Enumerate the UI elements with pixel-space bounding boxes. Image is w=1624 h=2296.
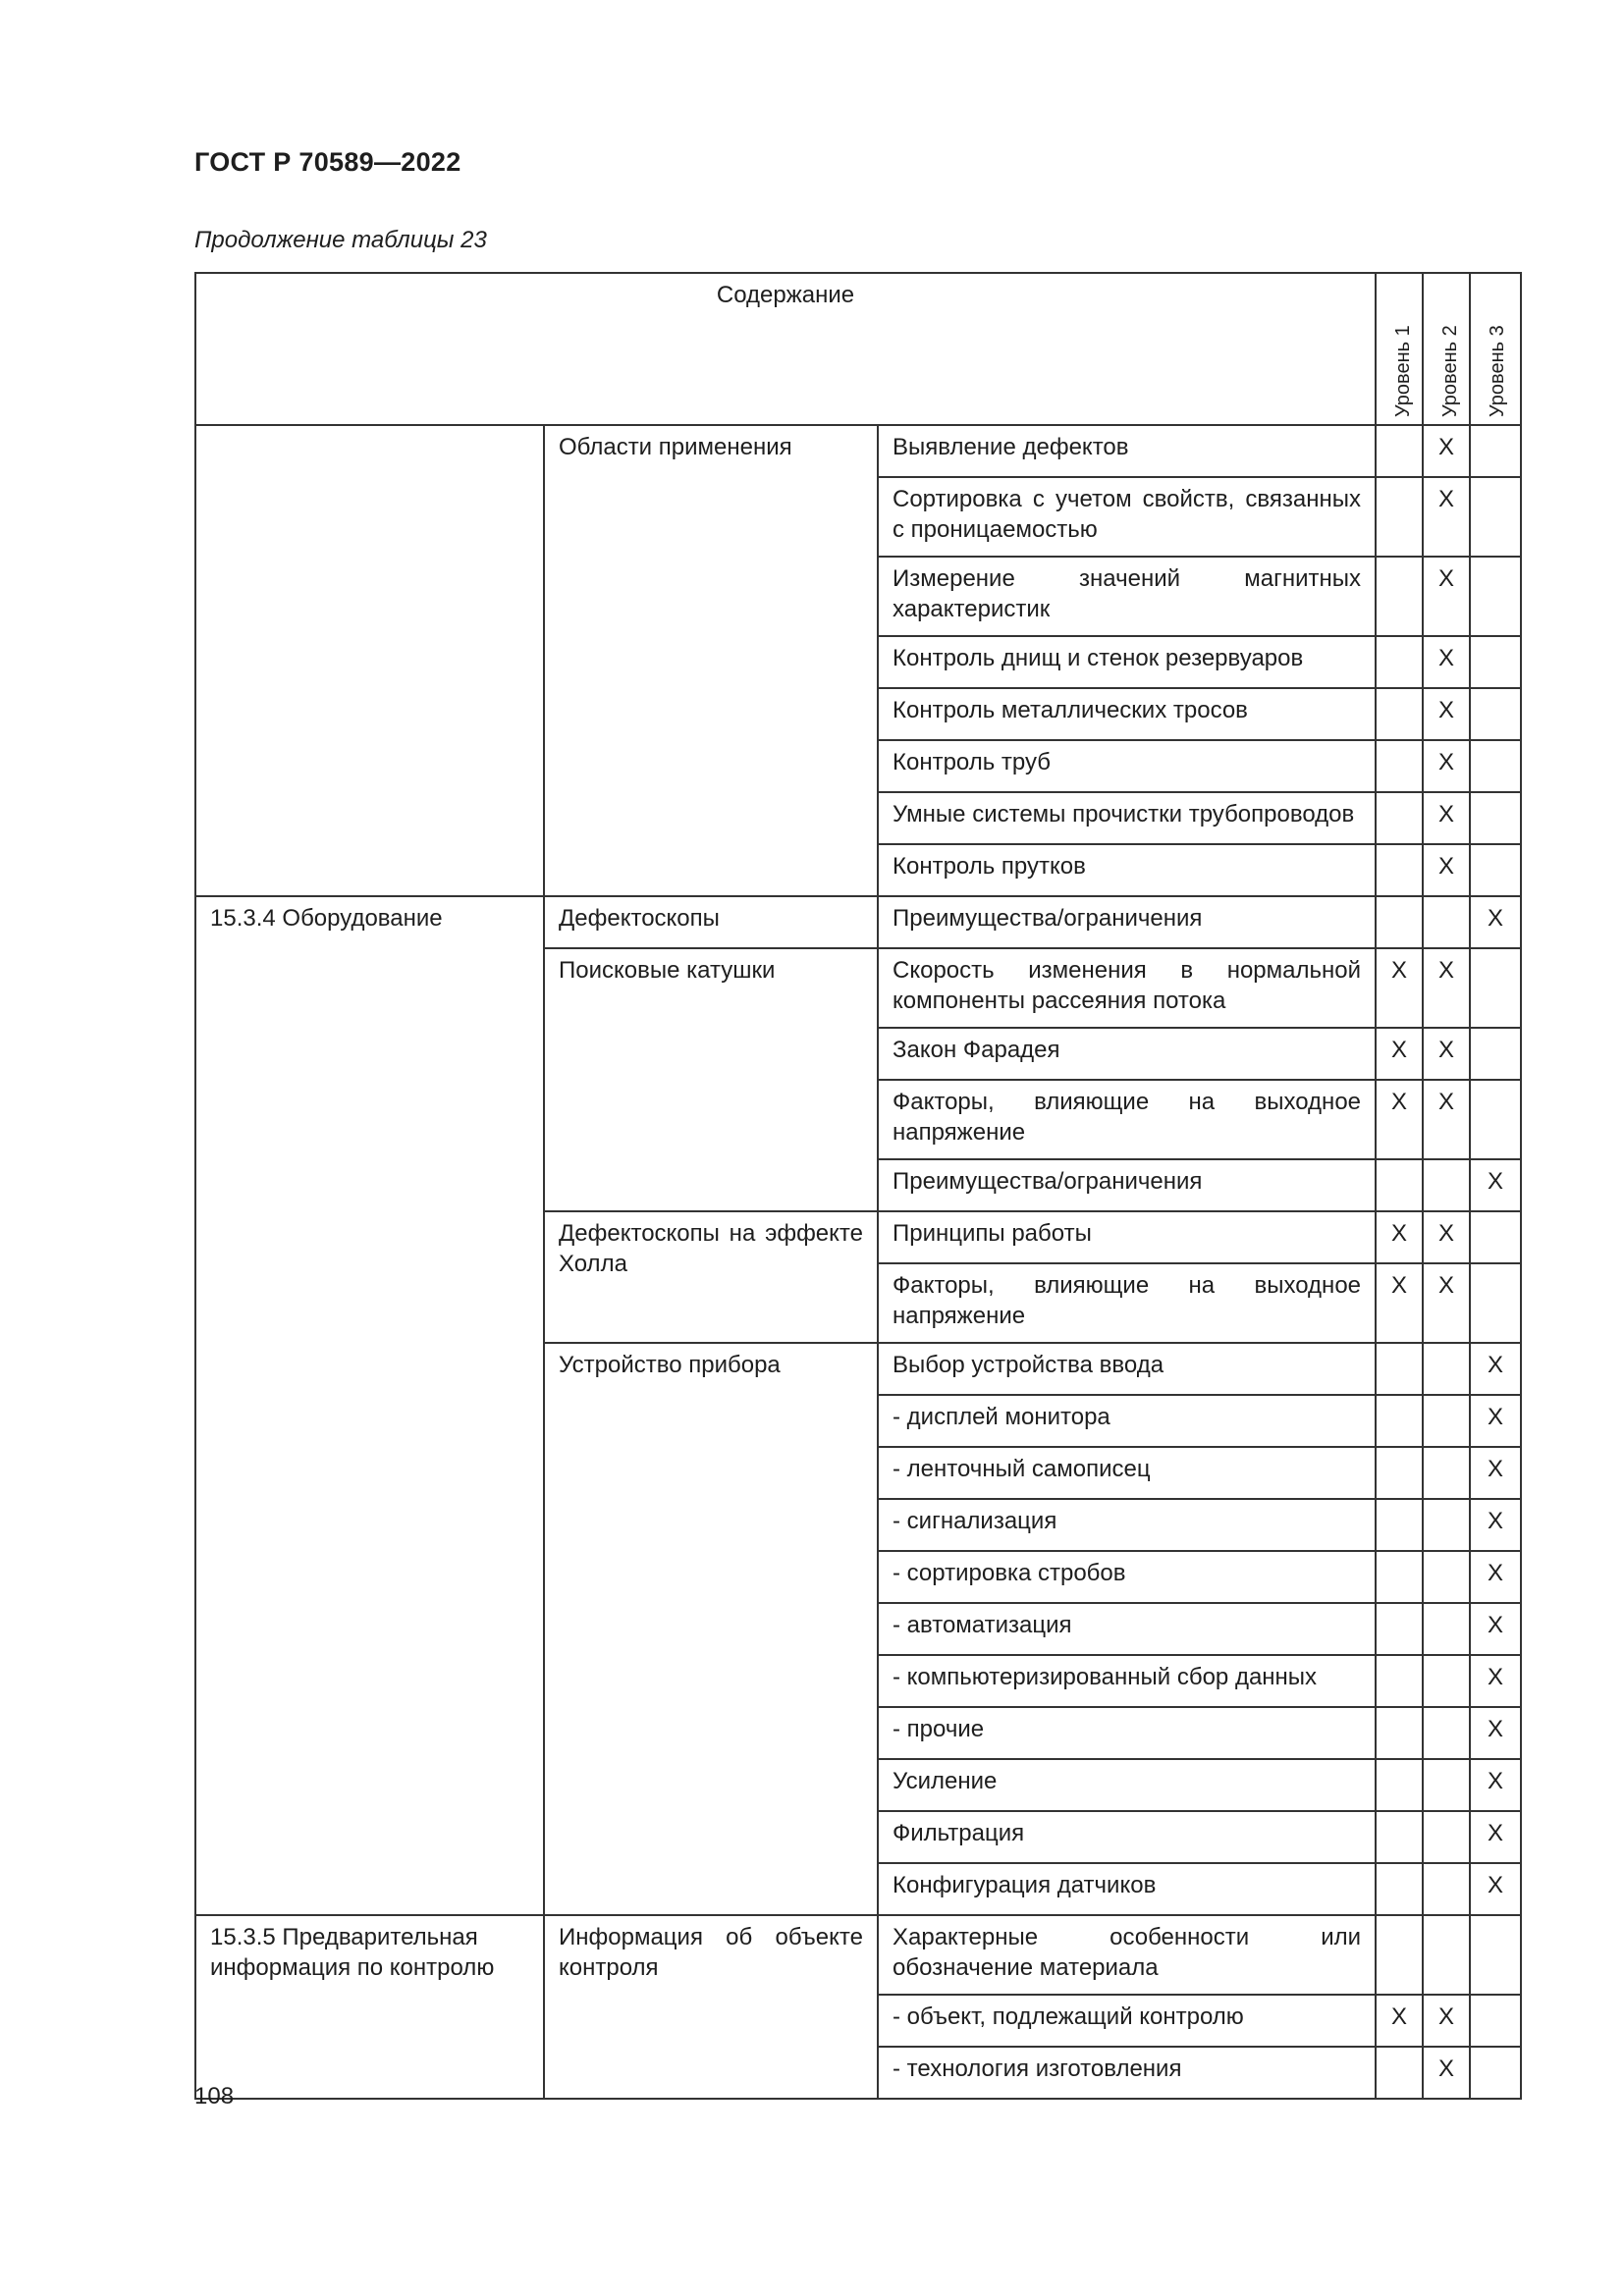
level-1-header: Уровень 1 bbox=[1376, 273, 1423, 425]
level-1-mark bbox=[1376, 792, 1423, 844]
level-2-mark: X bbox=[1423, 948, 1470, 1028]
item-cell: - компьютеризированный сбор данных bbox=[878, 1655, 1376, 1707]
level-3-mark bbox=[1470, 557, 1521, 636]
table-row bbox=[195, 425, 1521, 477]
level-2-mark: X bbox=[1423, 1263, 1470, 1343]
group-cell: Устройство прибора bbox=[544, 1343, 878, 1915]
level-2-mark bbox=[1423, 1811, 1470, 1863]
level-3-mark: X bbox=[1470, 1395, 1521, 1447]
level-2-mark: X bbox=[1423, 1995, 1470, 2047]
item-cell: - прочие bbox=[878, 1707, 1376, 1759]
level-2-mark: X bbox=[1423, 740, 1470, 792]
item-cell: - технология изготовления bbox=[878, 2047, 1376, 2099]
group-cell: Информация об объекте контроля bbox=[544, 1915, 878, 2099]
level-2-mark bbox=[1423, 1603, 1470, 1655]
level-3-mark: X bbox=[1470, 1159, 1521, 1211]
level-2-mark bbox=[1423, 1863, 1470, 1915]
level-1-mark bbox=[1376, 1343, 1423, 1395]
item-cell: Контроль днищ и стенок резервуаров bbox=[878, 636, 1376, 688]
section-cell-continued bbox=[195, 425, 544, 896]
table-row bbox=[195, 1915, 1521, 1995]
level-1-mark bbox=[1376, 896, 1423, 948]
level-1-mark bbox=[1376, 1915, 1423, 1995]
level-3-mark: X bbox=[1470, 1551, 1521, 1603]
level-3-mark bbox=[1470, 844, 1521, 896]
level-3-mark bbox=[1470, 688, 1521, 740]
level-2-mark bbox=[1423, 1499, 1470, 1551]
level-1-mark bbox=[1376, 1551, 1423, 1603]
level-2-mark: X bbox=[1423, 1080, 1470, 1159]
item-cell: Преимущества/ограничения bbox=[878, 1159, 1376, 1211]
level-2-mark: X bbox=[1423, 477, 1470, 557]
document-header: ГОСТ Р 70589—2022 bbox=[194, 147, 461, 177]
item-cell: Закон Фарадея bbox=[878, 1028, 1376, 1080]
item-cell: Выявление дефектов bbox=[878, 425, 1376, 477]
level-2-mark: X bbox=[1423, 792, 1470, 844]
level-1-mark: X bbox=[1376, 1995, 1423, 2047]
level-1-mark: X bbox=[1376, 1080, 1423, 1159]
level-1-mark bbox=[1376, 1759, 1423, 1811]
level-1-mark bbox=[1376, 636, 1423, 688]
item-cell: Сортировка с учетом свойств, связанных с проницаемостью bbox=[878, 477, 1376, 557]
level-3-header: Уровень 3 bbox=[1470, 273, 1521, 425]
level-1-mark bbox=[1376, 1863, 1423, 1915]
level-3-mark bbox=[1470, 636, 1521, 688]
level-3-mark bbox=[1470, 2047, 1521, 2099]
level-3-mark: X bbox=[1470, 1707, 1521, 1759]
level-1-mark: X bbox=[1376, 1211, 1423, 1263]
level-3-mark bbox=[1470, 1211, 1521, 1263]
item-cell: Факторы, влияющие на выходное напряжение bbox=[878, 1080, 1376, 1159]
content-header: Содержание bbox=[195, 273, 1376, 425]
level-1-mark: X bbox=[1376, 948, 1423, 1028]
level-2-mark bbox=[1423, 1551, 1470, 1603]
section-cell: 15.3.4 Оборудование bbox=[195, 896, 544, 1915]
level-1-mark bbox=[1376, 844, 1423, 896]
level-2-header: Уровень 2 bbox=[1423, 273, 1470, 425]
level-1-mark bbox=[1376, 557, 1423, 636]
level-1-mark bbox=[1376, 1447, 1423, 1499]
level-3-mark bbox=[1470, 1995, 1521, 2047]
level-1-mark bbox=[1376, 1395, 1423, 1447]
level-1-mark: X bbox=[1376, 1263, 1423, 1343]
level-2-mark: X bbox=[1423, 2047, 1470, 2099]
item-cell: Умные системы прочистки трубопроводов bbox=[878, 792, 1376, 844]
page-number: 108 bbox=[194, 2083, 235, 2109]
item-cell: - сигнализация bbox=[878, 1499, 1376, 1551]
level-2-mark: X bbox=[1423, 844, 1470, 896]
level-3-mark: X bbox=[1470, 1499, 1521, 1551]
group-cell: Области применения bbox=[544, 425, 878, 896]
item-cell: Принципы работы bbox=[878, 1211, 1376, 1263]
level-2-mark bbox=[1423, 1447, 1470, 1499]
level-1-mark bbox=[1376, 740, 1423, 792]
level-3-mark bbox=[1470, 477, 1521, 557]
level-2-mark bbox=[1423, 1343, 1470, 1395]
level-1-mark bbox=[1376, 1811, 1423, 1863]
table-row bbox=[195, 896, 1521, 948]
level-1-mark bbox=[1376, 688, 1423, 740]
item-cell: Конфигурация датчиков bbox=[878, 1863, 1376, 1915]
item-cell: - объект, подлежащий контролю bbox=[878, 1995, 1376, 2047]
group-cell: Дефектоскопы на эффекте Холла bbox=[544, 1211, 878, 1343]
level-3-mark bbox=[1470, 1263, 1521, 1343]
level-2-mark: X bbox=[1423, 425, 1470, 477]
item-cell: Усиление bbox=[878, 1759, 1376, 1811]
level-2-mark: X bbox=[1423, 636, 1470, 688]
item-cell: Выбор устройства ввода bbox=[878, 1343, 1376, 1395]
item-cell: Контроль прутков bbox=[878, 844, 1376, 896]
table-header-row bbox=[195, 273, 1521, 425]
level-3-mark bbox=[1470, 1915, 1521, 1995]
level-3-mark: X bbox=[1470, 1759, 1521, 1811]
item-cell: Измерение значений магнитных характеристик bbox=[878, 557, 1376, 636]
table-caption: Продолжение таблицы 23 bbox=[194, 227, 487, 253]
item-cell: - сортировка стробов bbox=[878, 1551, 1376, 1603]
level-2-mark: X bbox=[1423, 1028, 1470, 1080]
level-2-mark bbox=[1423, 1655, 1470, 1707]
level-1-mark bbox=[1376, 425, 1423, 477]
level-2-mark bbox=[1423, 1159, 1470, 1211]
item-cell: Контроль труб bbox=[878, 740, 1376, 792]
level-3-mark bbox=[1470, 1028, 1521, 1080]
level-2-mark: X bbox=[1423, 557, 1470, 636]
item-cell: Контроль металлических тросов bbox=[878, 688, 1376, 740]
level-3-mark bbox=[1470, 740, 1521, 792]
level-2-mark bbox=[1423, 1395, 1470, 1447]
level-1-mark bbox=[1376, 1499, 1423, 1551]
level-3-mark bbox=[1470, 425, 1521, 477]
item-cell: Характерные особенности или обозначение материала bbox=[878, 1915, 1376, 1995]
level-3-mark: X bbox=[1470, 1863, 1521, 1915]
level-2-mark bbox=[1423, 896, 1470, 948]
level-3-mark: X bbox=[1470, 1343, 1521, 1395]
level-3-mark: X bbox=[1470, 1811, 1521, 1863]
item-cell: - автоматизация bbox=[878, 1603, 1376, 1655]
item-cell: Факторы, влияющие на выходное напряжение bbox=[878, 1263, 1376, 1343]
content-table bbox=[194, 272, 1522, 2100]
item-cell: - ленточный самописец bbox=[878, 1447, 1376, 1499]
level-3-mark bbox=[1470, 792, 1521, 844]
level-3-mark: X bbox=[1470, 896, 1521, 948]
level-3-mark: X bbox=[1470, 1655, 1521, 1707]
level-3-mark: X bbox=[1470, 1447, 1521, 1499]
level-1-mark: X bbox=[1376, 1028, 1423, 1080]
level-3-mark: X bbox=[1470, 1603, 1521, 1655]
level-1-mark bbox=[1376, 1655, 1423, 1707]
level-2-mark bbox=[1423, 1915, 1470, 1995]
item-cell: Преимущества/ограничения bbox=[878, 896, 1376, 948]
level-1-mark bbox=[1376, 1159, 1423, 1211]
level-2-mark: X bbox=[1423, 688, 1470, 740]
level-1-mark bbox=[1376, 1707, 1423, 1759]
level-2-mark: X bbox=[1423, 1211, 1470, 1263]
level-1-mark bbox=[1376, 477, 1423, 557]
item-cell: - дисплей монитора bbox=[878, 1395, 1376, 1447]
level-1-mark bbox=[1376, 1603, 1423, 1655]
item-cell: Фильтрация bbox=[878, 1811, 1376, 1863]
level-3-mark bbox=[1470, 948, 1521, 1028]
group-cell: Поисковые катушки bbox=[544, 948, 878, 1211]
section-cell: 15.3.5 Предварительная информация по контролю bbox=[195, 1915, 544, 2099]
level-3-mark bbox=[1470, 1080, 1521, 1159]
level-2-mark bbox=[1423, 1707, 1470, 1759]
item-cell: Скорость изменения в нормальной компоненты рассеяния потока bbox=[878, 948, 1376, 1028]
group-cell: Дефектоскопы bbox=[544, 896, 878, 948]
level-2-mark bbox=[1423, 1759, 1470, 1811]
level-1-mark bbox=[1376, 2047, 1423, 2099]
